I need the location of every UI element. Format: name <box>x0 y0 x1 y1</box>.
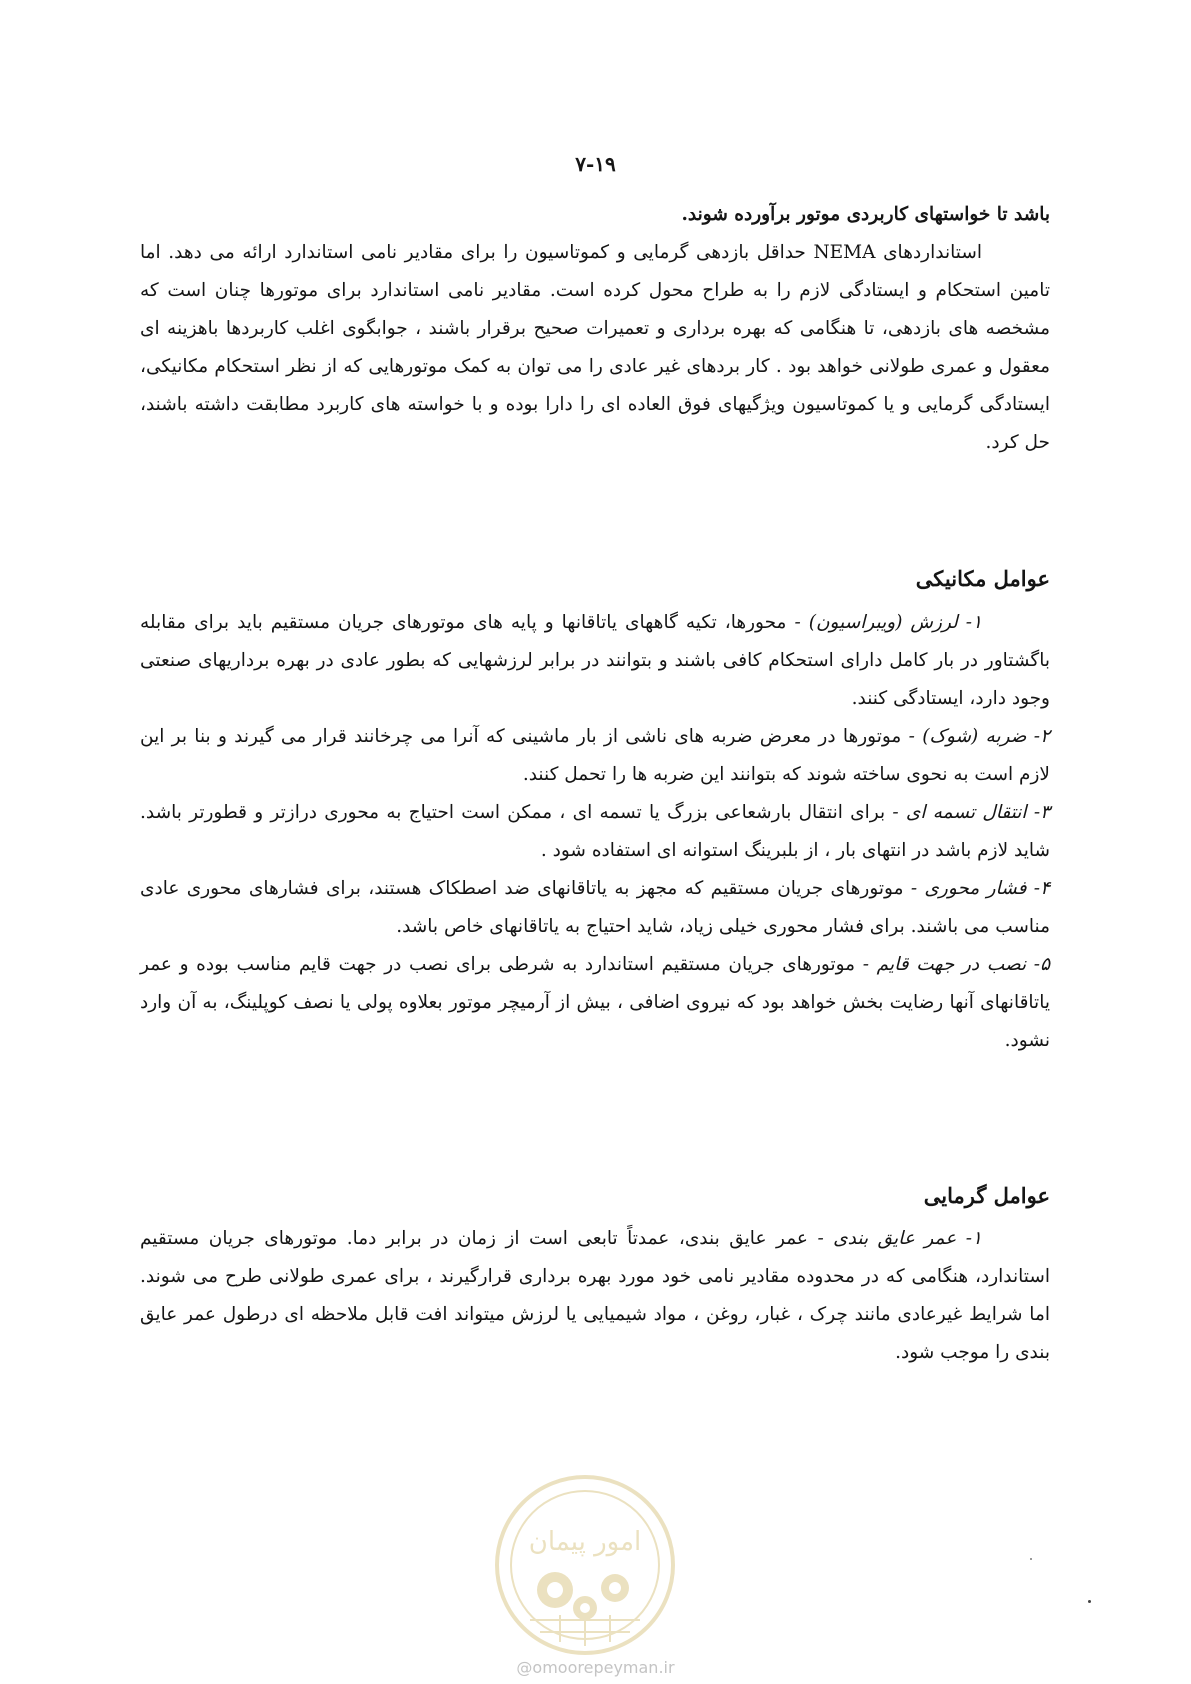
watermark-url: @omoorepeyman.ir <box>516 1658 675 1677</box>
item-text: موتورهای جریان مستقیم که مجهز به یاتاقانهای ضد اصطکاک هستند، برای فشارهای محوری عادی مناسب می باشند. برای فشار محوری خیلی زیاد، شاید احتیاج به یاتاقانهای خاص باشد. <box>140 878 1050 937</box>
intro-first-line: باشد تا خواستهای کاربردی موتور برآورده شوند. <box>681 204 1050 225</box>
thermal-section <box>140 1220 1050 1372</box>
watermark-seal-logo <box>490 1470 680 1660</box>
item-text: عمر عایق بندی، عمدتاً تابعی است از زمان در برابر دما. موتورهای جریان مستقیم استاندارد، هنگامی که در محدوده مقادیر نامی خود مورد بهره برداری قرارگیرند ، برای عمری طولانی طرح می شوند. اما شرایط غیرعادی مانند چرک ، غبار، روغن ، مواد شیمیایی یا لرزش میتواند افت قابل ملاحظه ای درطول عمر عایق بندی را موجب شود. <box>140 1228 1050 1363</box>
mechanical-section <box>140 604 1050 1060</box>
intro-paragraph: استانداردهای NEMA حداقل بازدهی گرمایی و کموتاسیون را برای مقادیر نامی استاندارد ارائه می دهد. اما تامین استحکام و ایستادگی لازم را به طراح محول کرده است. مقادیر نامی استاندارد برای موتورها چنان است که مشخصه های بازدهی، تا هنگامی که بهره برداری و تعمیرات صحیح برقرار باشند ، جوابگوی اغلب کاربردها باهزینه ای معقول و عمری طولانی خواهد بود . کار بردهای غیر عادی را می توان به کمک موتورهایی که از نظر استحکام مکانیکی، ایستادگی گرمایی و یا کموتاسیون ویژگیهای فوق العاده ای را دارا بوده و با خواسته های کاربرد مطابقت داشته باشند، حل کرد. <box>140 242 1050 453</box>
item-term: ۴- فشار محوری - <box>910 878 1050 899</box>
item-text: محورها، تکیه گاههای یاتاقانها و پایه های موتورهای جریان مستقیم باید برای مقابله باگشتاور در بار کامل دارای استحکام کافی باشند و بتوانند در برابر لرزشهایی که بطور عادی در بهره برداریهای صنعتی وجود دارد، ایستادگی کنند. <box>140 612 1050 709</box>
item-text: موتورهای جریان مستقیم استاندارد به شرطی برای نصب در جهت قایم مناسب بوده و عمر یاتاقانهای آنها رضایت بخش خواهد بود که نیروی اضافی ، بیش از آرمیچر موتور بعلاوه پولی یا نصف کوپلینگ، به آن وارد نشود. <box>140 954 1050 1051</box>
intro-section <box>140 196 1050 462</box>
thermal-heading: عوامل گرمایی <box>923 1183 1050 1208</box>
scan-dot <box>1030 1558 1032 1560</box>
page-number: ۷-۱۹ <box>575 152 616 176</box>
mechanical-item-shock <box>140 718 1050 794</box>
item-term: ۵- نصب در جهت قایم - <box>862 954 1050 975</box>
scan-dot <box>1088 1600 1091 1603</box>
thermal-item-insulation-life <box>140 1220 1050 1372</box>
mechanical-item-belt-drive <box>140 794 1050 870</box>
item-term: ۳- انتقال تسمه ای - <box>892 802 1051 823</box>
item-text: برای انتقال بارشعاعی بزرگ یا تسمه ای ، ممکن است احتیاج به محوری درازتر و قطورتر باشد. شاید لازم باشد در انتهای بار ، از بلبرینگ استوانه ای استفاده شود . <box>140 802 1050 861</box>
item-term: ۲- ضربه (شوک) - <box>908 726 1050 747</box>
item-term: ۱- عمر عایق بندی - <box>817 1228 982 1249</box>
mechanical-item-vertical-mount <box>140 946 1050 1060</box>
mechanical-item-axial-thrust <box>140 870 1050 946</box>
mechanical-item-vibration <box>140 604 1050 718</box>
item-term: ۱- لرزش (ویبراسیون) - <box>794 612 982 633</box>
mechanical-heading: عوامل مکانیکی <box>915 566 1050 591</box>
seal-text: امور پیمان <box>528 1527 642 1557</box>
item-text: موتورها در معرض ضربه های ناشی از بار ماشینی که آنرا می چرخانند قرار می گیرند و بنا بر این لازم است به نحوی ساخته شوند که بتوانند این ضربه ها را تحمل کنند. <box>140 726 1050 785</box>
